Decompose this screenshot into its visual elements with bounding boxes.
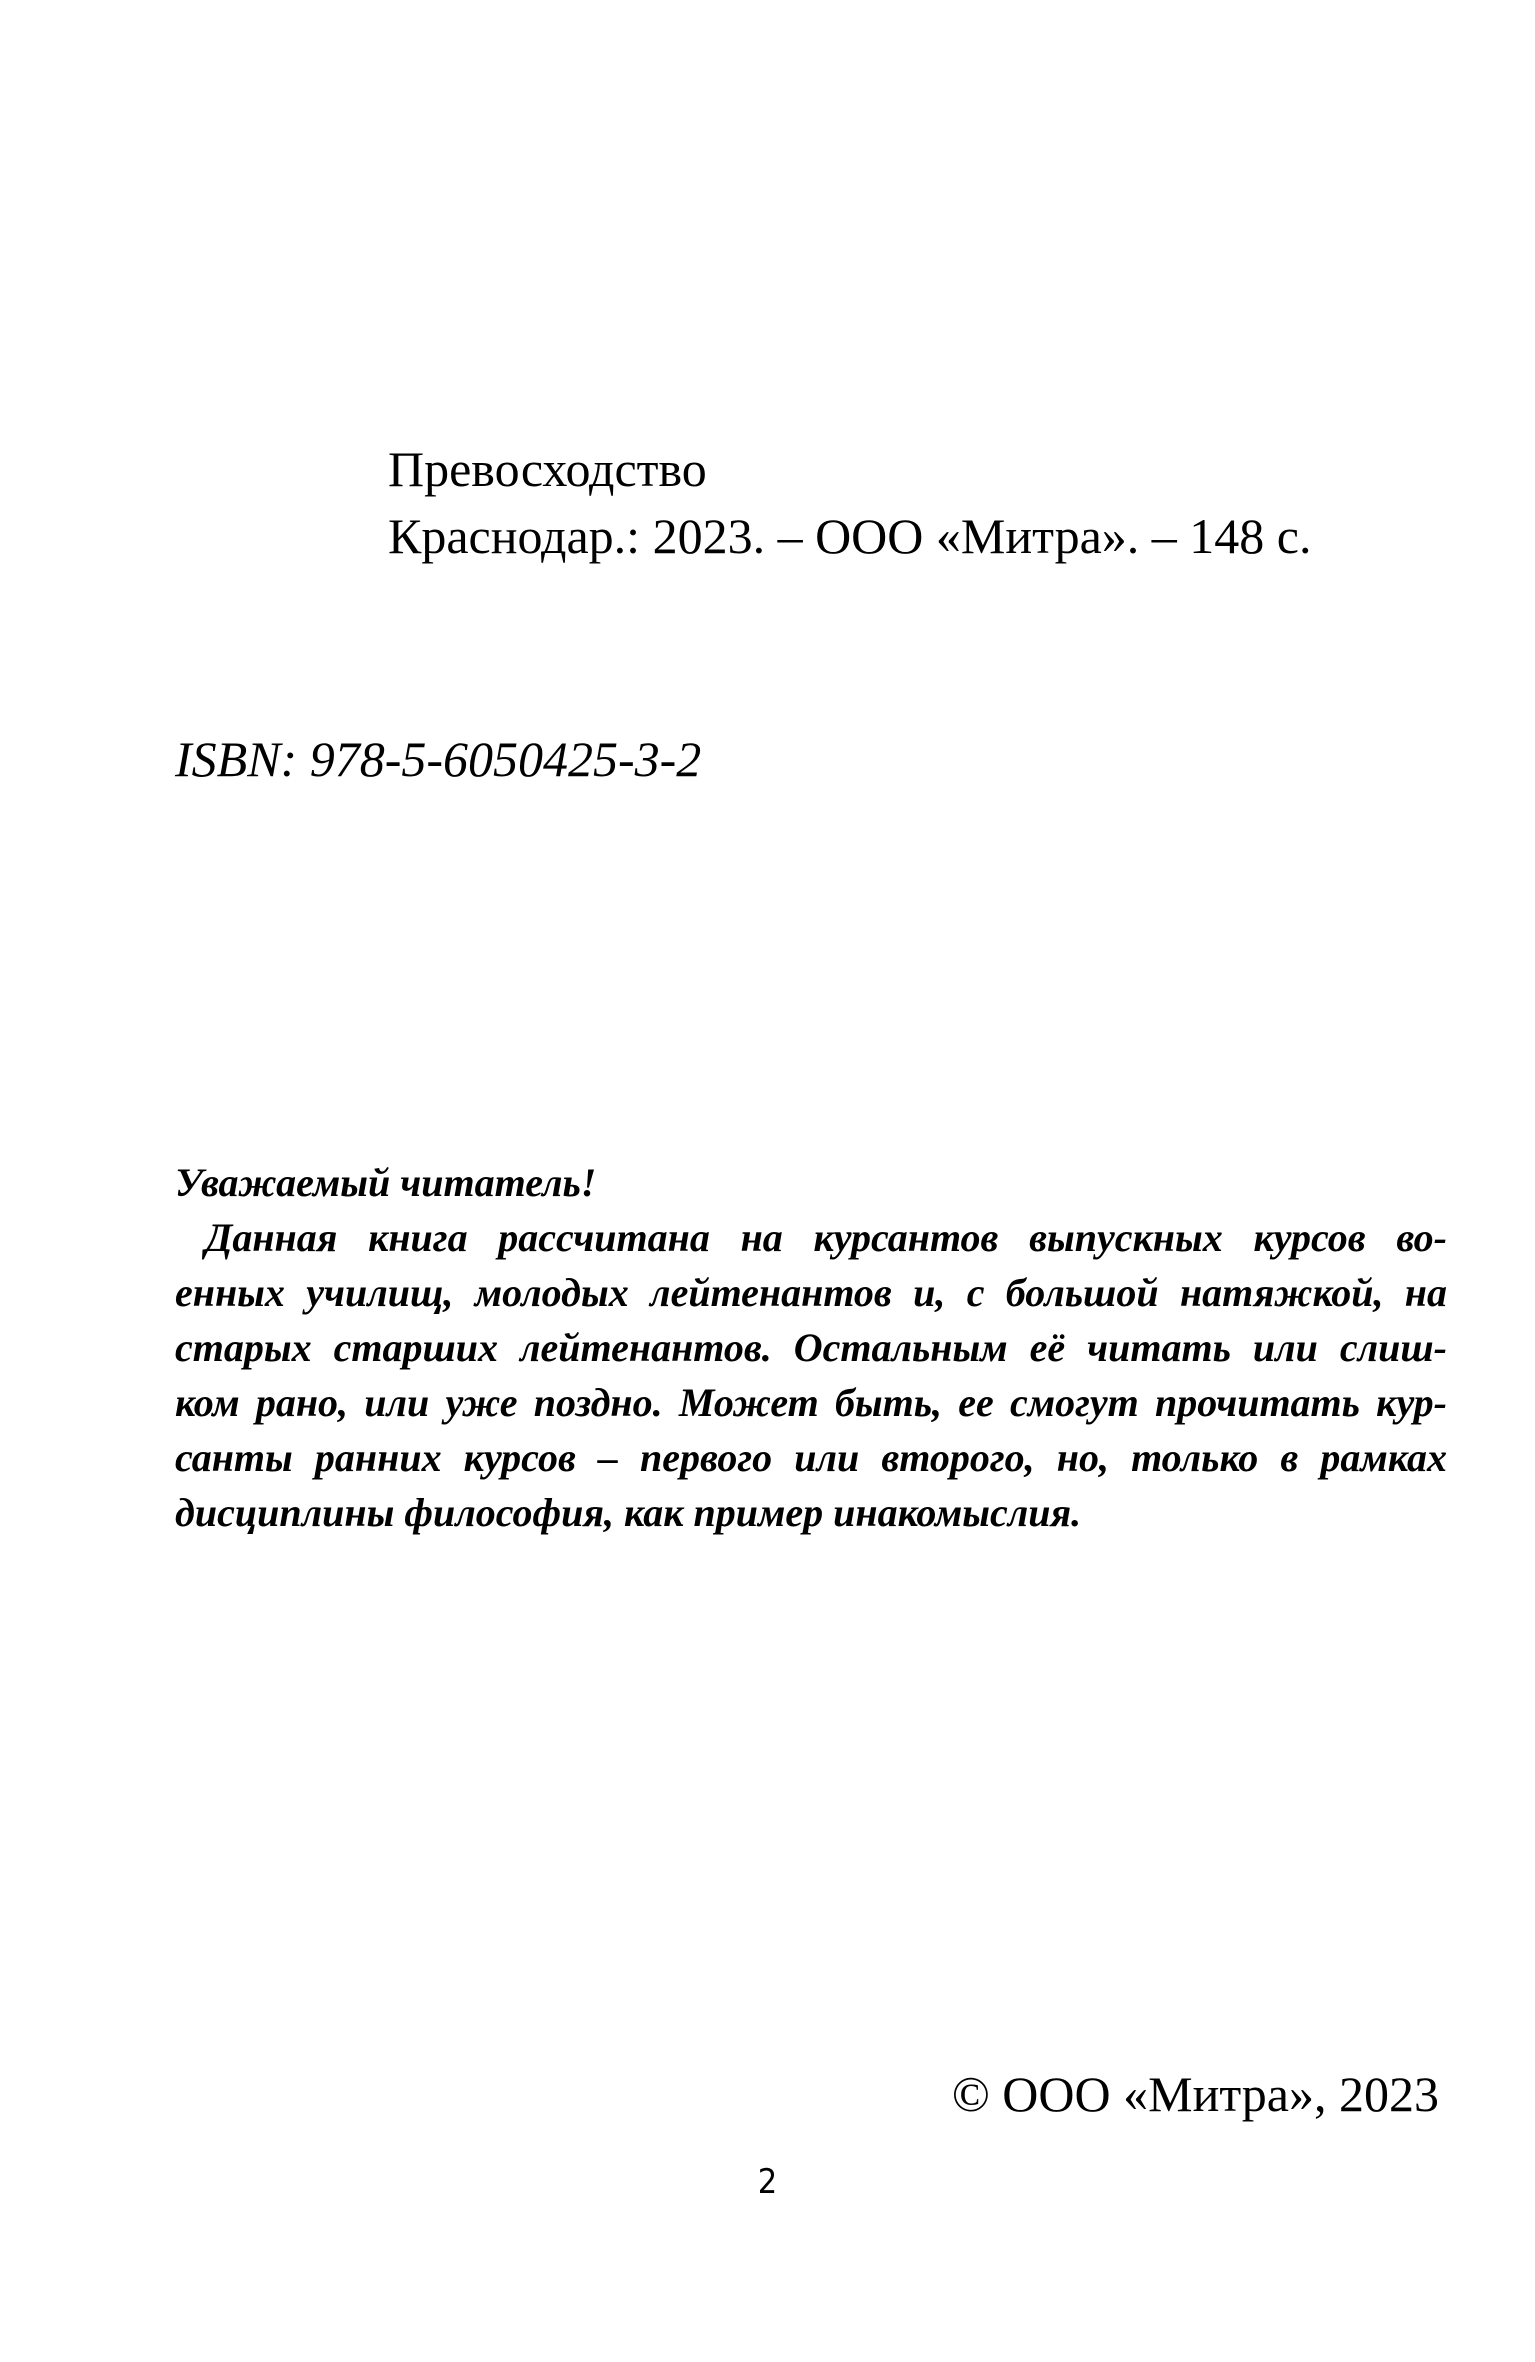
page-number: 2 — [757, 2162, 778, 2202]
address-line: енных училищ, молодых лейтенантов и, с большой натяжкой, на — [175, 1270, 1447, 1315]
isbn-line: ISBN: 978-5-6050425-3-2 — [175, 731, 702, 787]
address-line: дисциплины философия, как пример инакомыслия. — [175, 1490, 1082, 1535]
reader-address — [175, 1155, 1447, 1540]
book-title: Превосходство — [388, 441, 707, 497]
copyright-notice: © ООО «Митра», 2023 — [951, 2066, 1439, 2122]
salutation: Уважаемый читатель! — [175, 1160, 597, 1205]
imprint-line: Краснодар.: 2023. – ООО «Митра». – 148 с. — [388, 508, 1312, 564]
address-line: ком рано, или уже поздно. Может быть, ее смогут прочитать кур- — [175, 1380, 1447, 1425]
bibliographic-record — [388, 436, 1311, 570]
address-line: старых старших лейтенантов. Остальным её читать или слиш- — [175, 1325, 1447, 1370]
address-line: санты ранних курсов – первого или второго, но, только в рамках — [175, 1435, 1447, 1480]
address-line: Данная книга рассчитана на курсантов выпускных курсов во- — [205, 1215, 1447, 1260]
